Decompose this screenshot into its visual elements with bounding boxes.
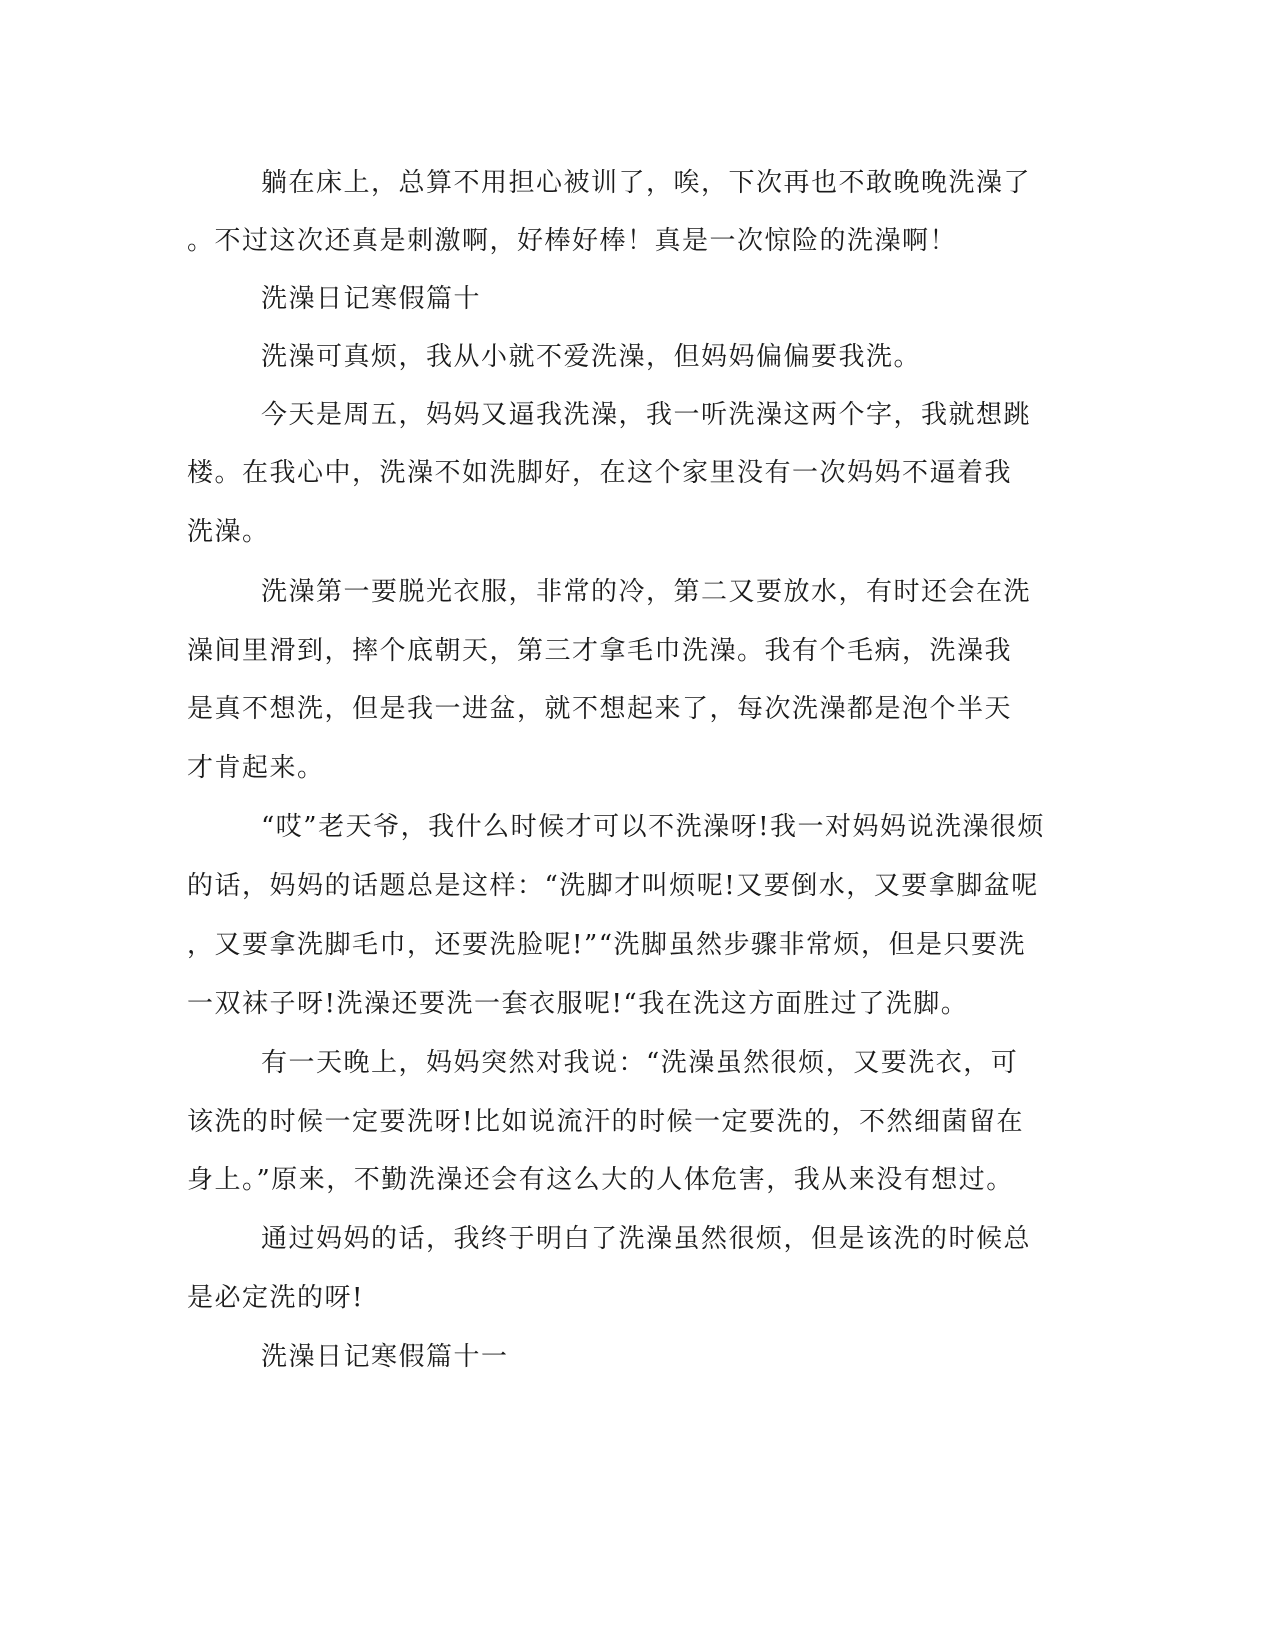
paragraph-line: 有一天晚上，妈妈突然对我说：“洗澡虽然很烦，又要洗衣，可 — [261, 1048, 1019, 1078]
paragraph-line: “哎”老天爷，我什么时候才可以不洗澡呀!我一对妈妈说洗澡很烦 — [261, 812, 1046, 842]
paragraph-line: 洗澡可真烦，我从小就不爱洗澡，但妈妈偏偏要我洗。 — [261, 342, 922, 372]
paragraph-line: 。不过这次还真是刺激啊，好棒好棒！真是一次惊险的洗澡啊！ — [187, 226, 958, 256]
paragraph-line: 是真不想洗，但是我一进盆，就不想起来了，每次洗澡都是泡个半天 — [187, 694, 1013, 724]
paragraph-line: 躺在床上，总算不用担心被训了，唉，下次再也不敢晚晚洗澡了 — [261, 168, 1032, 198]
paragraph-line: 洗澡。 — [187, 517, 270, 547]
paragraph-line: 身上。”原来，不勤洗澡还会有这么大的人体危害，我从来没有想过。 — [187, 1165, 1014, 1195]
paragraph-line: 洗澡第一要脱光衣服，非常的冷，第二又要放水，有时还会在洗 — [261, 577, 1032, 607]
paragraph-line: 是必定洗的呀! — [187, 1283, 364, 1313]
paragraph-line: 一双袜子呀!洗澡还要洗一套衣服呢!“我在洗这方面胜过了洗脚。 — [187, 989, 969, 1019]
paragraph-line: 的话，妈妈的话题总是这样：“洗脚才叫烦呢!又要倒水，又要拿脚盆呢 — [187, 871, 1039, 901]
paragraph-line: 楼。在我心中，洗澡不如洗脚好，在这个家里没有一次妈妈不逼着我 — [187, 458, 1013, 488]
paragraph-line: ，又要拿洗脚毛巾，还要洗脸呢!”“洗脚虽然步骤非常烦，但是只要洗 — [187, 930, 1027, 960]
paragraph-line: 澡间里滑到，摔个底朝天，第三才拿毛巾洗澡。我有个毛病，洗澡我 — [187, 636, 1013, 666]
section-heading: 洗澡日记寒假篇十一 — [261, 1342, 509, 1372]
paragraph-line: 通过妈妈的话，我终于明白了洗澡虽然很烦，但是该洗的时候总 — [261, 1224, 1032, 1254]
paragraph-line: 才肯起来。 — [187, 753, 325, 783]
paragraph-line: 今天是周五，妈妈又逼我洗澡，我一听洗澡这两个字，我就想跳 — [261, 400, 1032, 430]
section-heading: 洗澡日记寒假篇十 — [261, 284, 482, 314]
paragraph-line: 该洗的时候一定要洗呀!比如说流汗的时候一定要洗的，不然细菌留在 — [187, 1107, 1024, 1137]
